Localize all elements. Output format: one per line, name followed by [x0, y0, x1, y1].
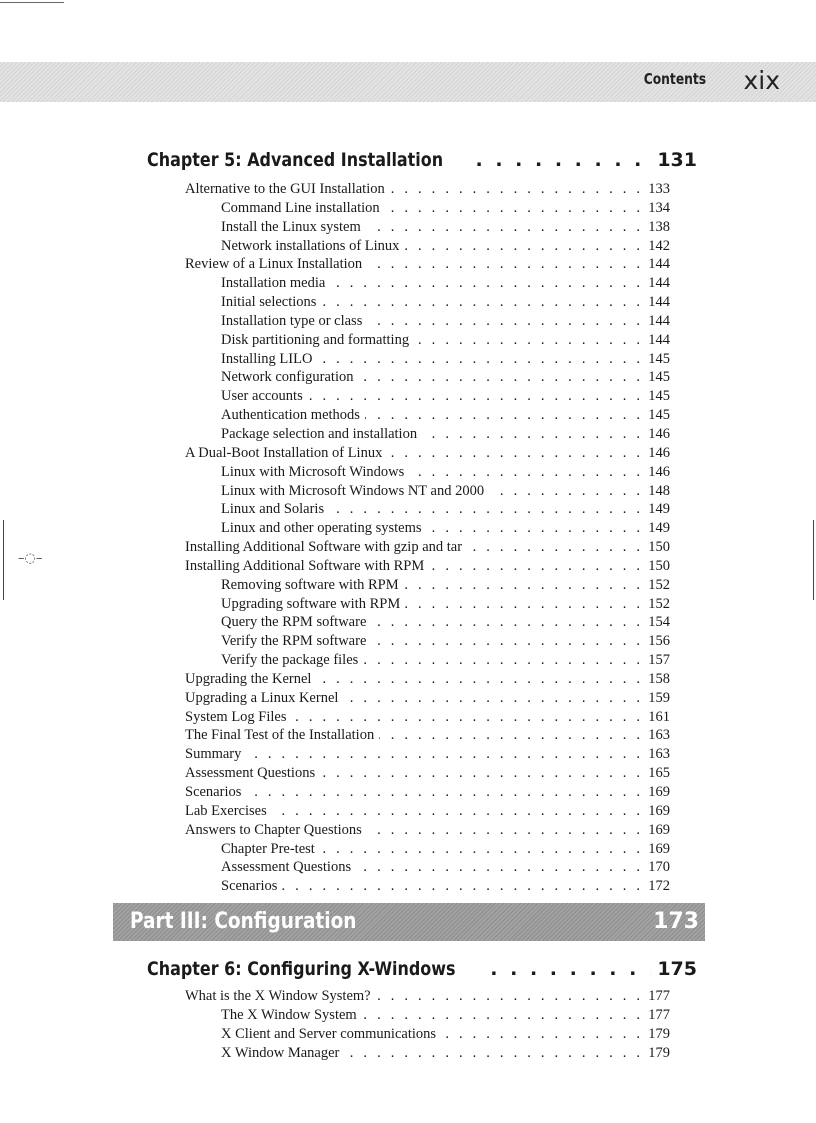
dot-leader: [246, 745, 643, 764]
toc-entry-title: Assessment Questions: [185, 765, 316, 782]
toc-entry[interactable]: [221, 331, 670, 350]
crop-rule: [0, 2, 64, 3]
dot-leader: [363, 651, 643, 670]
toc-entry-page: 177: [648, 1006, 670, 1023]
dot-leader: [356, 858, 643, 877]
toc-entry-page: 154: [648, 614, 670, 631]
toc-entry-page: 138: [648, 218, 670, 235]
toc-entry[interactable]: [221, 519, 670, 538]
toc-entry-title: Installing LILO: [221, 350, 313, 367]
chapter-title: Chapter 6: Configuring X-Windows: [147, 958, 456, 980]
dot-leader: [489, 482, 643, 501]
toc-entry-title: Linux and Solaris: [221, 501, 325, 518]
toc-entry-page: 170: [648, 859, 670, 876]
header-page-number: xix: [743, 66, 780, 95]
toc-entry-page: 169: [648, 802, 670, 819]
toc-entry-title: Package selection and installation: [221, 425, 418, 442]
dot-leader: [329, 500, 643, 519]
dot-leader: [422, 425, 643, 444]
dot-leader: [367, 255, 643, 274]
toc-entry[interactable]: [185, 180, 670, 199]
toc-entry[interactable]: [221, 840, 670, 859]
toc-entry[interactable]: [221, 576, 670, 595]
toc-entry-page: 158: [648, 670, 670, 687]
toc-entry[interactable]: [185, 726, 670, 745]
chapter-6-entries: [0, 987, 816, 1062]
toc-entry-page: 163: [648, 727, 670, 744]
toc-entry[interactable]: [221, 858, 670, 877]
toc-entry[interactable]: [221, 425, 670, 444]
toc-entry-page: 179: [648, 1025, 670, 1042]
toc-entry-title: Installing Additional Software with gzip and tar: [185, 539, 463, 556]
toc-entry-page: 172: [648, 878, 670, 895]
toc-entry-title: Command Line installation: [221, 199, 380, 216]
dot-leader: [362, 1006, 644, 1025]
toc-entry-title: Initial selections: [221, 294, 317, 311]
toc-entry-page: 150: [648, 557, 670, 574]
toc-entry-page: 144: [648, 275, 670, 292]
toc-entry-page: 152: [648, 595, 670, 612]
toc-entry-page: 177: [648, 988, 670, 1004]
part-page: 173: [653, 909, 699, 934]
toc-entry-title: Upgrading a Linux Kernel: [185, 689, 339, 706]
dot-leader: [330, 274, 643, 293]
toc-entry-page: 149: [648, 520, 670, 537]
toc-entry-title: Installation type or class: [221, 312, 363, 329]
dot-leader: [321, 293, 643, 312]
toc-entry[interactable]: [221, 199, 670, 218]
toc-entry[interactable]: [221, 406, 670, 425]
toc-entry[interactable]: [221, 651, 670, 670]
dot-leader: [320, 840, 643, 859]
toc-entry-title: Installation media: [221, 275, 326, 292]
dot-leader: [367, 312, 643, 331]
dot-leader: [390, 180, 644, 199]
toc-entry-page: 156: [648, 633, 670, 650]
toc-entry[interactable]: [221, 595, 670, 614]
toc-entry[interactable]: [185, 689, 670, 708]
dot-leader: [272, 802, 644, 821]
toc-entry[interactable]: [185, 557, 670, 576]
toc-entry-title: The X Window System: [221, 1006, 357, 1023]
toc-entry[interactable]: [221, 877, 670, 896]
dot-leader: [429, 557, 643, 576]
toc-entry-title: Install the Linux system: [221, 218, 361, 235]
toc-entry-title: Linux and other operating systems: [221, 520, 422, 537]
dot-leader: [467, 538, 643, 557]
toc-entry-page: 145: [648, 388, 670, 405]
toc-entry-page: 145: [648, 350, 670, 367]
toc-entry-title: The Final Test of the Installation: [185, 727, 375, 744]
toc-entry[interactable]: [221, 350, 670, 369]
toc-entry-title: Verify the RPM software: [221, 633, 367, 650]
toc-entry-title: Lab Exercises: [185, 802, 267, 819]
toc-entry-title: A Dual-Boot Installation of Linux: [185, 444, 383, 461]
toc-entry-title: Linux with Microsoft Windows NT and 2000: [221, 482, 485, 499]
toc-entry[interactable]: [221, 387, 670, 406]
dot-leader: [320, 764, 643, 783]
toc-entry-page: 144: [648, 331, 670, 348]
toc-entry[interactable]: [185, 987, 670, 1006]
toc-entry-page: 145: [648, 369, 670, 386]
dot-leader: [344, 1044, 643, 1063]
toc-entry-page: 179: [648, 1044, 670, 1061]
toc-entry-page: 146: [648, 444, 670, 461]
dot-leader: [404, 237, 643, 256]
toc-entry-page: 144: [648, 294, 670, 311]
toc-entry[interactable]: [185, 255, 670, 274]
toc-entry[interactable]: [221, 368, 670, 387]
toc-entry-title: Network installations of Linux: [221, 237, 400, 254]
toc-entry[interactable]: [221, 463, 670, 482]
chapter-5-heading[interactable]: [147, 149, 697, 171]
toc-entry-page: 133: [648, 181, 670, 197]
toc-entry-page: 152: [648, 576, 670, 593]
toc-entry[interactable]: [221, 1006, 670, 1025]
toc-entry-page: 142: [648, 237, 670, 254]
chapter-5-entries: [0, 180, 816, 896]
dot-leader: [490, 958, 651, 980]
toc-entry-title: Answers to Chapter Questions: [185, 821, 362, 838]
toc-entry-page: 163: [648, 746, 670, 763]
toc-entry-title: X Client and Server communications: [221, 1025, 437, 1042]
toc-entry[interactable]: [221, 274, 670, 293]
toc-entry[interactable]: [221, 312, 670, 331]
toc-entry-page: 150: [648, 539, 670, 556]
toc-entry[interactable]: [185, 821, 670, 840]
dot-leader: [343, 689, 643, 708]
part-title: Part III: Configuration: [130, 909, 357, 934]
toc-entry[interactable]: [185, 444, 670, 463]
dot-leader: [367, 821, 643, 840]
dot-leader: [317, 350, 643, 369]
toc-entry[interactable]: [221, 1044, 670, 1063]
toc-entry-title: Removing software with RPM: [221, 576, 399, 593]
toc-entry[interactable]: [221, 500, 670, 519]
toc-entry[interactable]: [221, 237, 670, 256]
toc-entry-title: User accounts: [221, 388, 303, 405]
toc-entry-page: 169: [648, 821, 670, 838]
toc-entry[interactable]: [185, 708, 670, 727]
toc-entry-page: 144: [648, 256, 670, 273]
toc-entry-title: Authentication methods: [221, 407, 360, 424]
toc-entry-page: 144: [648, 312, 670, 329]
dot-leader: [246, 783, 643, 802]
dot-leader: [387, 444, 643, 463]
toc-entry[interactable]: [185, 764, 670, 783]
toc-entry-page: 169: [648, 840, 670, 857]
dot-leader: [405, 595, 643, 614]
dot-leader: [366, 218, 644, 237]
dot-leader: [414, 331, 643, 350]
chapter-page: 175: [657, 958, 697, 980]
toc-entry-page: 165: [648, 765, 670, 782]
part-3-banner[interactable]: [113, 903, 705, 941]
dot-leader: [441, 1025, 643, 1044]
dot-leader: [371, 613, 643, 632]
toc-entry-page: 159: [648, 689, 670, 706]
toc-entry-page: 161: [648, 708, 670, 725]
toc-entry-page: 148: [648, 482, 670, 499]
toc-entry[interactable]: [221, 218, 670, 237]
toc-entry-title: Linux with Microsoft Windows: [221, 463, 405, 480]
toc-entry-title: Disk partitioning and formatting: [221, 331, 410, 348]
toc-entry-title: Upgrading the Kernel: [185, 670, 312, 687]
toc-entry-title: Scenarios: [185, 784, 242, 800]
chapter-page: 131: [657, 149, 697, 171]
header-section-title: Contents: [643, 70, 706, 88]
toc-entry-title: Assessment Questions: [221, 859, 352, 876]
toc-entry[interactable]: [185, 745, 670, 764]
dot-leader: [379, 726, 643, 745]
dot-leader: [376, 987, 644, 1006]
toc-entry[interactable]: [185, 802, 670, 821]
toc-entry-title: Installing Additional Software with RPM: [185, 557, 425, 574]
toc-entry[interactable]: [221, 613, 670, 632]
toc-entry-title: Chapter Pre-test: [221, 840, 315, 857]
toc-entry-title: X Window Manager: [221, 1044, 340, 1061]
toc-entry[interactable]: [221, 293, 670, 312]
toc-entry-title: What is the X Window System?: [185, 988, 371, 1004]
dot-leader: [476, 149, 652, 171]
toc-entry[interactable]: [185, 670, 670, 689]
dot-leader: [308, 387, 644, 406]
toc-entry-title: Upgrading software with RPM: [221, 595, 401, 612]
dot-leader: [427, 519, 644, 538]
dot-leader: [292, 708, 644, 727]
dot-leader: [358, 368, 643, 387]
toc-entry-title: Review of a Linux Installation: [185, 256, 363, 273]
dot-leader: [409, 463, 643, 482]
toc-entry-title: Query the RPM software: [221, 614, 367, 631]
toc-entry-page: 157: [648, 652, 670, 669]
toc-entry[interactable]: [221, 632, 670, 651]
toc-entry-title: Summary: [185, 746, 242, 763]
chapter-6-heading[interactable]: [147, 958, 697, 980]
dot-leader: [365, 406, 643, 425]
toc-entry-title: Verify the package files: [221, 652, 359, 669]
toc-entry-title: System Log Files: [185, 708, 287, 725]
toc-entry[interactable]: [185, 538, 670, 557]
toc-entry-title: Scenarios: [221, 878, 278, 895]
dot-leader: [316, 670, 643, 689]
dot-leader: [282, 877, 643, 896]
toc-entry-page: 169: [648, 784, 670, 800]
toc-entry-page: 145: [648, 407, 670, 424]
toc-entry-page: 134: [648, 199, 670, 216]
toc-entry-page: 146: [648, 463, 670, 480]
toc-entry[interactable]: [221, 482, 670, 501]
chapter-title: Chapter 5: Advanced Installation: [147, 149, 444, 171]
toc-entry[interactable]: [185, 783, 670, 802]
toc-entry-title: Network configuration: [221, 369, 354, 386]
toc-entry-page: 146: [648, 425, 670, 442]
toc-entry-title: Alternative to the GUI Installation: [185, 181, 385, 197]
registration-mark-icon: –◌–: [18, 551, 43, 566]
toc-entry[interactable]: [221, 1025, 670, 1044]
dot-leader: [404, 576, 644, 595]
toc-entry-page: 149: [648, 501, 670, 518]
dot-leader: [385, 199, 644, 218]
dot-leader: [371, 632, 643, 651]
